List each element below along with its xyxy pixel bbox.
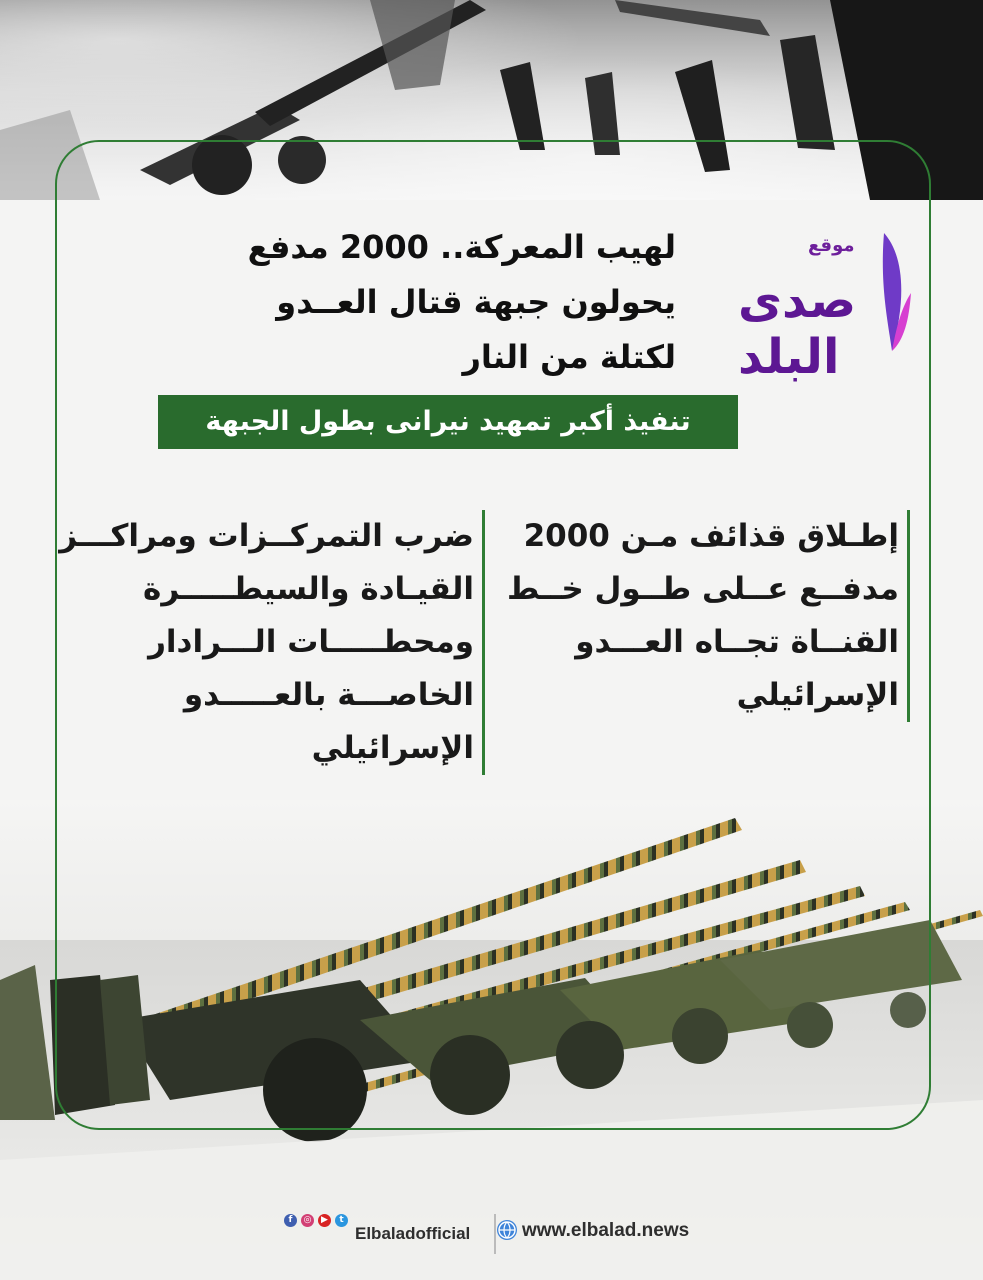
logo-swirl-icon: [864, 225, 914, 360]
info-left-line-2: القيـادة والسيطـــــرة: [143, 571, 474, 607]
site-logo: [738, 225, 916, 385]
bottom-artillery-photo: [0, 800, 983, 1280]
footer-divider: [494, 1214, 496, 1254]
info-left-line-1: ضرب التمركــزات ومراكـــز: [59, 518, 474, 554]
info-right-line-1: إطـلاق قذائف مـن 2000: [523, 518, 899, 554]
headline: [246, 220, 676, 385]
instagram-icon[interactable]: ◎: [301, 1214, 314, 1227]
info-left-line-5: الإسرائيلي: [311, 730, 474, 766]
info-right-line-4: الإسرائيلي: [736, 677, 899, 713]
social-icons: [284, 1214, 348, 1227]
twitter-icon[interactable]: t: [335, 1214, 348, 1227]
headline-line-1: لهيب المعركة.. 2000 مدفع: [247, 228, 676, 266]
logo-brand-name: صدى البلد: [738, 273, 857, 385]
headline-line-3: لكتلة من النار: [462, 338, 676, 376]
facebook-icon[interactable]: f: [284, 1214, 297, 1227]
footer: [0, 1214, 983, 1254]
artillery-line-illustration: [0, 800, 983, 1280]
info-column-right: [500, 510, 910, 722]
info-right-line-2: مدفــع عــلى طــول خــط: [507, 571, 899, 607]
info-left-line-3: ومحطـــــات الـــرادار: [148, 624, 474, 660]
youtube-icon[interactable]: ▶: [318, 1214, 331, 1227]
website-link[interactable]: www.elbalad.news: [522, 1220, 690, 1241]
info-left-line-4: الخاصـــة بالعـــــدو: [183, 677, 474, 713]
globe-icon: [497, 1220, 517, 1240]
subheadline-banner: تنفيذ أكبر تمهيد نيرانى بطول الجبهة: [158, 395, 738, 449]
info-column-left: [55, 510, 485, 775]
top-battle-illustration: [0, 0, 983, 200]
logo-small-label: موقع: [808, 235, 855, 256]
info-right-line-3: القنــاة تجــاه العـــدو: [575, 624, 899, 660]
headline-line-2: يحولون جبهة قتال العــدو: [276, 283, 676, 321]
top-battle-photo: [0, 0, 983, 200]
social-handle[interactable]: Elbaladofficial: [355, 1224, 471, 1243]
